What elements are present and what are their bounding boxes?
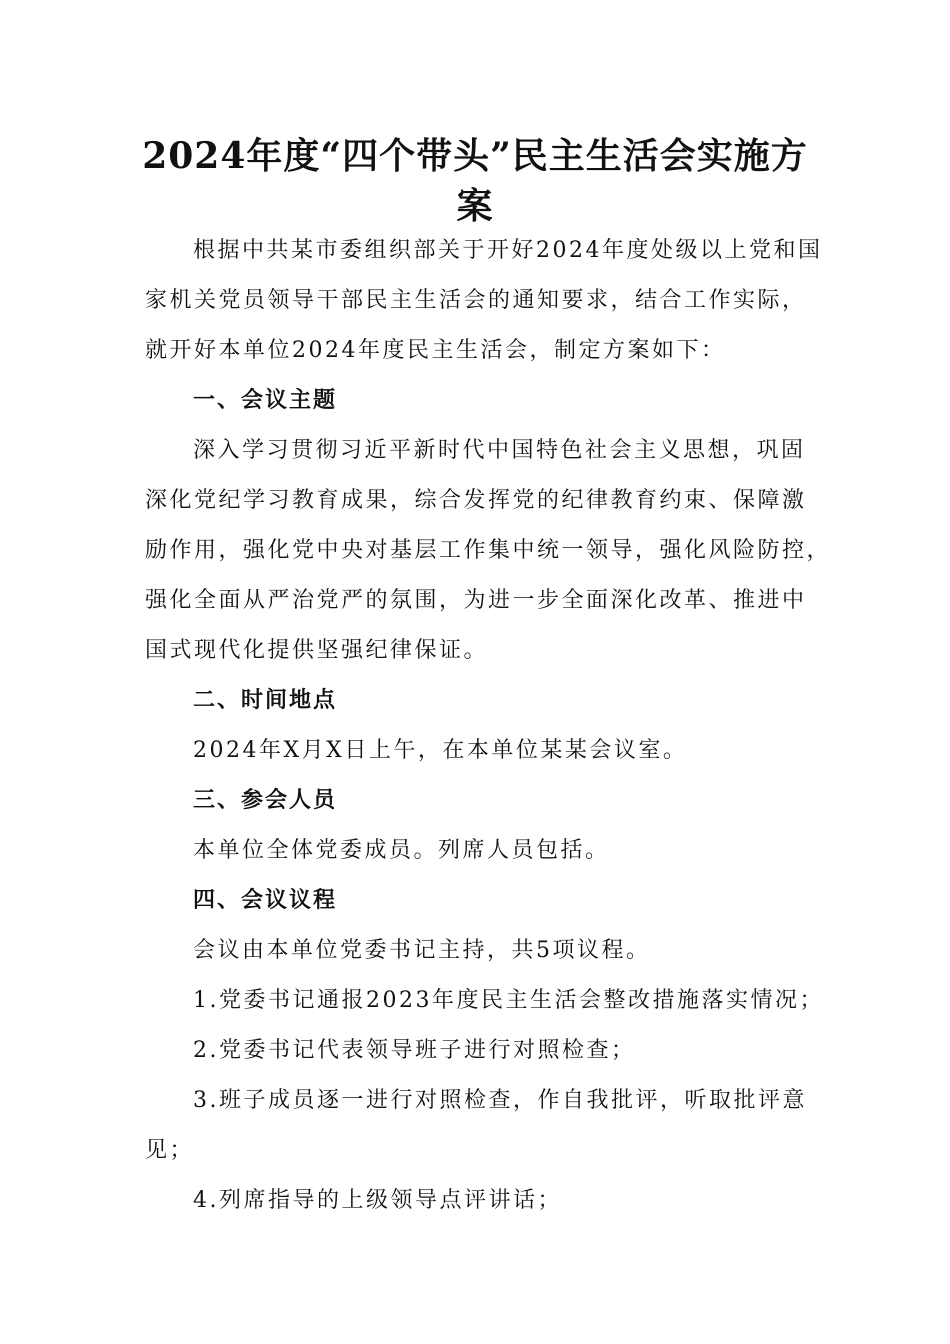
document-title-line1: 2024年度“四个带头”民主生活会实施方 (142, 135, 808, 177)
intro-line-1: 根据中共某市委组织部关于开好2024年度处级以上党和国 (193, 238, 823, 263)
intro-line-2: 家机关党员领导干部民主生活会的通知要求，结合工作实际， (145, 288, 807, 313)
agenda-item-2: 2.党委书记代表领导班子进行对照检查； (193, 1038, 636, 1063)
intro-line-3: 就开好本单位2024年度民主生活会，制定方案如下： (145, 338, 726, 363)
theme-line-2: 深化党纪学习教育成果，综合发挥党的纪律教育约束、保障激 (145, 488, 807, 513)
attendees-text: 本单位全体党委成员。列席人员包括。 (193, 838, 610, 863)
document-title-line2: 案 (456, 185, 494, 227)
agenda-item-3: 3.班子成员逐一进行对照检查，作自我批评，听取批评意 (193, 1088, 807, 1113)
theme-line-3: 励作用，强化党中央对基层工作集中统一领导，强化风险防控， (145, 538, 832, 563)
time-place-text: 2024年X月X日上午，在本单位某某会议室。 (193, 738, 688, 763)
agenda-item-4: 4.列席指导的上级领导点评讲话； (193, 1188, 562, 1213)
section-heading-agenda: 四、会议议程 (193, 888, 338, 913)
agenda-intro: 会议由本单位党委书记主持，共5项议程。 (193, 938, 651, 963)
theme-line-1: 深入学习贯彻习近平新时代中国特色社会主义思想，巩固 (193, 438, 806, 463)
section-heading-theme: 一、会议主题 (193, 388, 338, 413)
theme-line-4: 强化全面从严治党严的氛围，为进一步全面深化改革、推进中 (145, 588, 807, 613)
agenda-item-3-continued: 见； (145, 1138, 195, 1163)
agenda-item-1: 1.党委书记通报2023年度民主生活会整改措施落实情况； (193, 988, 824, 1013)
section-heading-attendees: 三、参会人员 (193, 788, 338, 813)
section-heading-time-place: 二、时间地点 (193, 688, 338, 713)
theme-line-5: 国式现代化提供坚强纪律保证。 (145, 638, 489, 663)
